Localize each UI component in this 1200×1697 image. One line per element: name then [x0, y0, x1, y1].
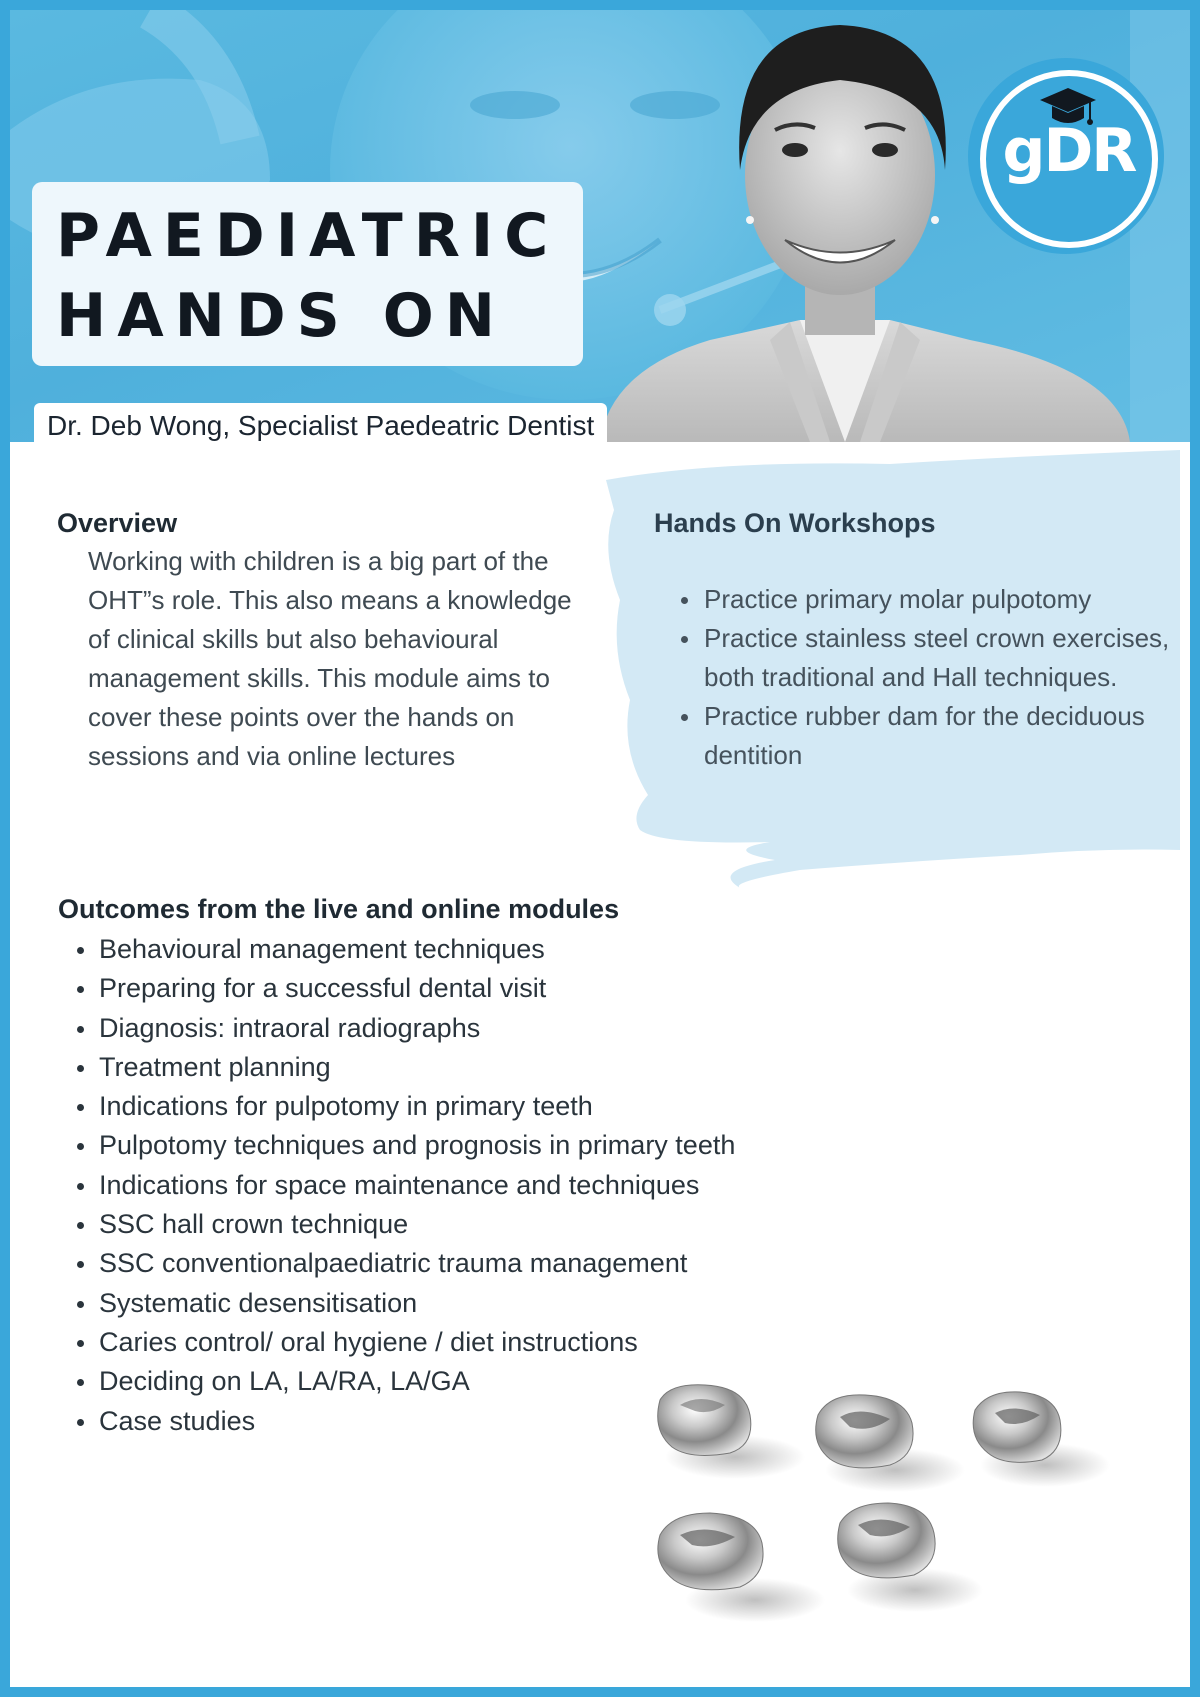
list-item: • Indications for space maintenance and techniques [98, 1166, 818, 1205]
crown-3 [973, 1392, 1110, 1487]
workshops-section [654, 506, 1174, 775]
list-item: • Practice primary molar pulpotomy [702, 580, 1174, 619]
list-item: • Practice rubber dam for the deciduous dentition [702, 697, 1174, 775]
flyer-page [10, 10, 1190, 1687]
list-item: • SSC hall crown technique [98, 1205, 818, 1244]
list-item: • Case studies [98, 1402, 818, 1441]
overview-body: Working with children is a big part of the OHT”s role. This also means a knowledge of clinical skills but also behavioural management skills. This module aims to cover these points over the hands on sessions and via online lectures [88, 546, 572, 771]
crown-2 [816, 1395, 965, 1492]
title-box [32, 182, 583, 366]
speaker-name: Dr. Deb Wong, Specialist Paedeatric Dentist [34, 403, 607, 442]
list-item: • Caries control/ oral hygiene / diet instructions [98, 1323, 818, 1362]
crown-5 [838, 1503, 983, 1612]
list-item: • Behavioural management techniques [98, 930, 818, 969]
title-line-1: PAEDIATRIC [56, 201, 560, 271]
workshops-list [654, 580, 1174, 775]
overview-heading: Overview [57, 508, 178, 538]
outcomes-section [58, 892, 818, 1441]
list-item: • SSC conventionalpaediatric trauma management [98, 1244, 818, 1283]
list-item: • Treatment planning [98, 1048, 818, 1087]
workshops-heading: Hands On Workshops [654, 508, 936, 538]
outcomes-heading: Outcomes from the live and online modules [58, 894, 620, 924]
outcomes-list [58, 930, 818, 1441]
hero-banner [10, 10, 1190, 442]
crown-4 [658, 1513, 825, 1622]
steel-crowns-image [650, 1375, 1150, 1645]
list-item: • Pulpotomy techniques and prognosis in primary teeth [98, 1126, 818, 1165]
overview-section [57, 506, 617, 776]
list-item: • Systematic desensitisation [98, 1284, 818, 1323]
list-item: • Preparing for a successful dental visit [98, 969, 818, 1008]
list-item: • Indications for pulpotomy in primary teeth [98, 1087, 818, 1126]
gdr-logo [968, 58, 1164, 254]
title-line-2: HANDS ON [56, 281, 506, 351]
logo-text: gDR [1002, 116, 1136, 186]
list-item: • Diagnosis: intraoral radiographs [98, 1009, 818, 1048]
crown-1 [658, 1385, 805, 1479]
list-item: • Practice stainless steel crown exercises, both traditional and Hall techniques. [702, 619, 1174, 697]
list-item: • Deciding on LA, LA/RA, LA/GA [98, 1362, 818, 1401]
